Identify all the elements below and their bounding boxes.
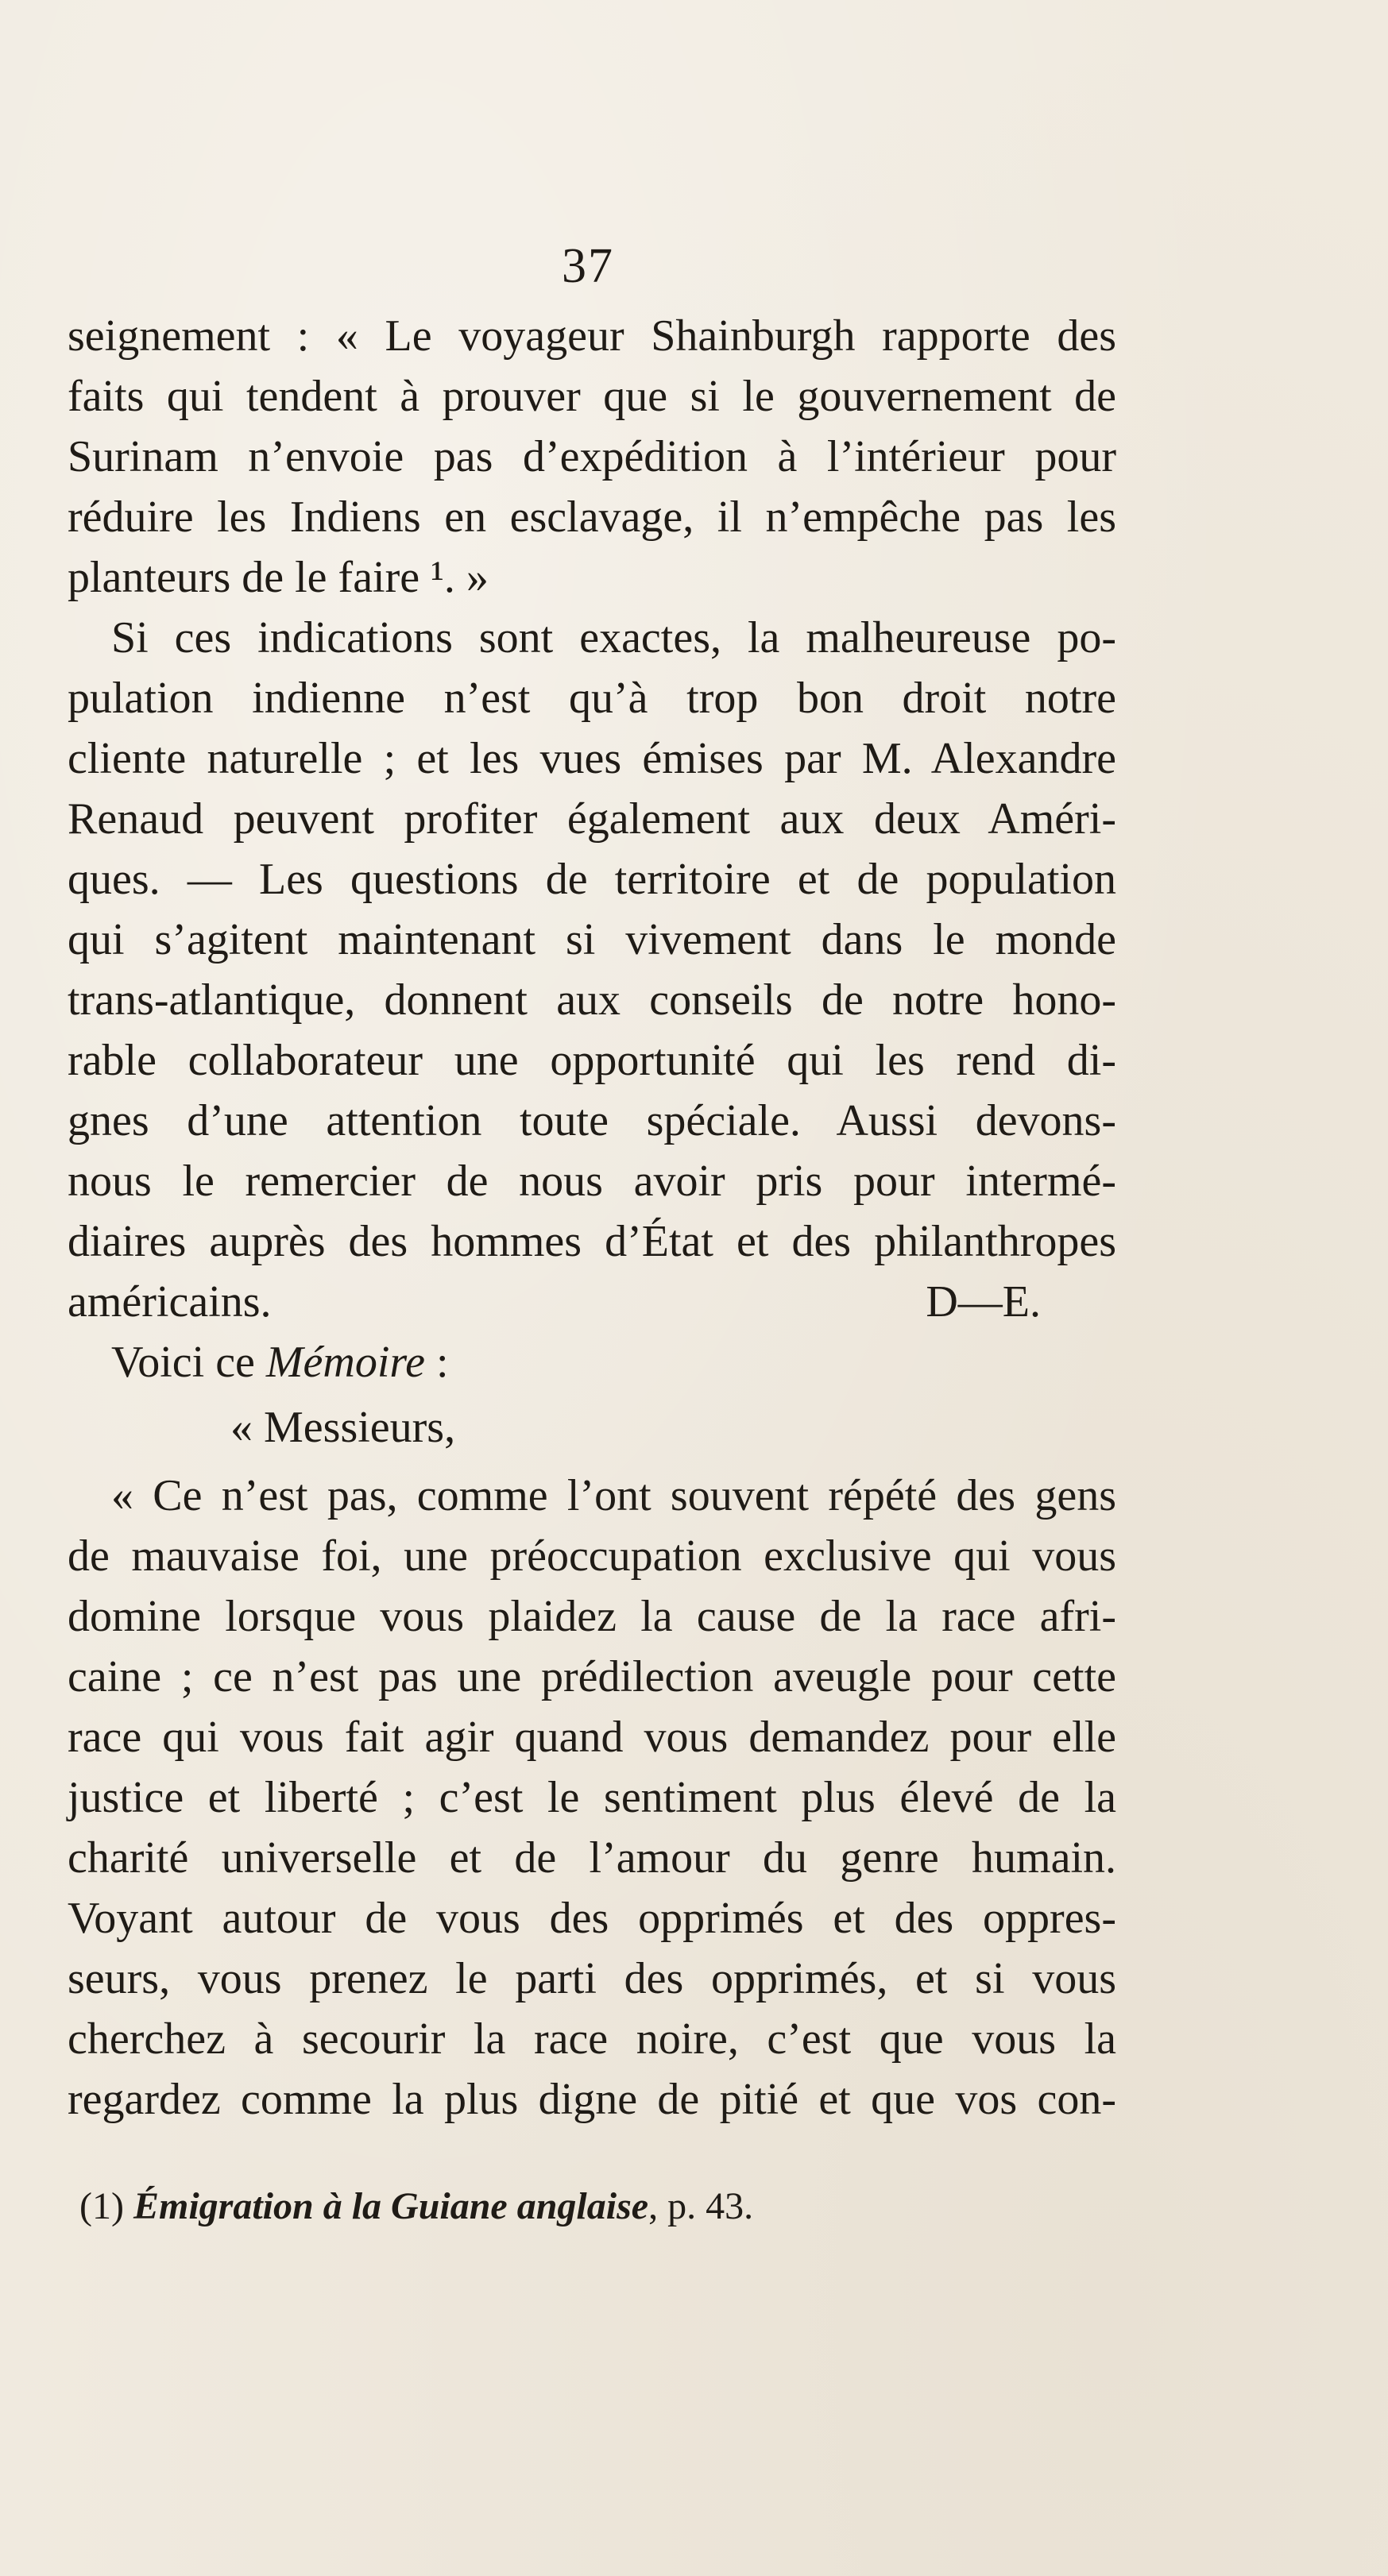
paragraph-group-1 (68, 306, 1116, 1272)
text-line: Si ces indications sont exactes, la malheureuse po- (111, 613, 1116, 662)
footnote (79, 2183, 753, 2230)
text-line: justice et liberté ; c’est le sentiment plus élevé de la (68, 1773, 1116, 1822)
text-line: nous le remercier de nous avoir pris pour intermé- (68, 1157, 1116, 1206)
body-text (68, 306, 1116, 2130)
page-number: 37 (562, 239, 614, 293)
text-line: gnes d’une attention toute spéciale. Aussi devons- (68, 1096, 1116, 1145)
text-line: caine ; ce n’est pas une prédilection aveugle pour cette (68, 1652, 1116, 1701)
text-line: faits qui tendent à prouver que si le gouvernement de (68, 372, 1116, 421)
footnote-marker: (1) (79, 2185, 133, 2227)
text-line: ques. — Les questions de territoire et de population (68, 855, 1116, 904)
intro-line (68, 1332, 1116, 1392)
closing-line (68, 1272, 1116, 1332)
text-line: seurs, vous prenez le parti des opprimés, et si vous (68, 1954, 1116, 2003)
paragraph-group-2 (68, 1466, 1116, 2130)
footnote-title: Émigration à la Guiane anglaise (133, 2185, 649, 2227)
text-line: de mauvaise foi, une préoccupation exclusive qui vous (68, 1531, 1116, 1581)
text-line: Surinam n’envoie pas d’expédition à l’intérieur pour (68, 432, 1116, 481)
text-line: diaires auprès des hommes d’État et des philanthropes (68, 1217, 1116, 1266)
footnote-rest: , p. 43. (648, 2185, 754, 2227)
text-line: rable collaborateur une opportunité qui les rend di- (68, 1036, 1116, 1085)
intro-prefix: Voici ce (111, 1338, 266, 1387)
text-line: pulation indienne n’est qu’à trop bon droit notre (68, 674, 1116, 723)
text-line: « Ce n’est pas, comme l’ont souvent répété des gens (111, 1471, 1116, 1520)
intro-suffix: : (424, 1338, 449, 1387)
text-line: regardez comme la plus digne de pitié et que vos con- (68, 2075, 1116, 2124)
signature: D—E. (926, 1277, 1041, 1327)
text-line: qui s’agitent maintenant si vivement dans le monde (68, 915, 1116, 964)
text-line: Renaud peuvent profiter également aux deux Améri- (68, 794, 1116, 844)
text-line: race qui vous fait agir quand vous demandez pour elle (68, 1713, 1116, 1762)
text-line: seignement : « Le voyageur Shainburgh rapporte des (68, 311, 1116, 361)
text-line: cherchez à secourir la race noire, c’est que vous la (68, 2014, 1116, 2064)
text-line: domine lorsque vous plaidez la cause de la race afri- (68, 1592, 1116, 1641)
text-line: réduire les Indiens en esclavage, il n’empêche pas les (68, 492, 1116, 542)
intro-title: Mémoire (265, 1338, 425, 1387)
closing-word: américains. (68, 1277, 272, 1327)
text-line: trans-atlantique, donnent aux conseils de notre hono- (68, 975, 1116, 1025)
text-line: cliente naturelle ; et les vues émises par M. Alexandre (68, 734, 1116, 783)
text-line: charité universelle et de l’amour du genre humain. (68, 1833, 1116, 1883)
text-line: planteurs de le faire ¹. » (68, 553, 489, 602)
salutation: « Messieurs, (230, 1403, 456, 1452)
text-line: Voyant autour de vous des opprimés et des oppres- (68, 1894, 1116, 1943)
